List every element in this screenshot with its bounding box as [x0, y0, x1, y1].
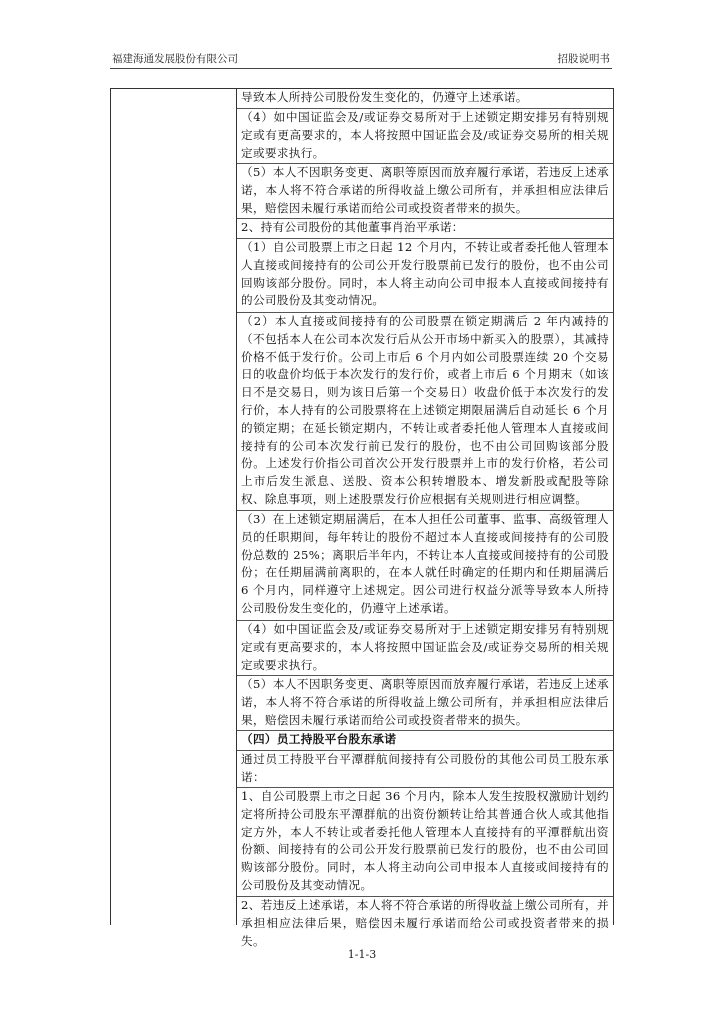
table-left-column	[111, 89, 237, 925]
page-header	[110, 50, 612, 69]
document-type: 招股说明书	[557, 53, 610, 65]
paragraph-row: 1、自公司股票上市之日起 36 个月内，除本人发生按股权激励计划约定将所持公司股东平潭群航的出资份额转让给其普通合伙人或其他指定方外，本人不转让或者委托他人管理本人直接持有的平潭群航出资份额、间接持有的公司公开发行股票前已发行的股份，也不由公司回购该部分股份。同时，本人将主动向公司申报本人直接或间接持有的公司股份及其变动情况。	[237, 788, 613, 897]
commitment-table	[110, 88, 614, 948]
paragraph-row: （1）自公司股票上市之日起 12 个月内，不转让或者委托他人管理本人直接或间接持有的公司公开发行股票前已发行的股份，也不由公司回购该部分股份。同时，本人将主动向公司申报本人直接或间接持有的公司股份及其变动情况。	[237, 239, 613, 313]
paragraph-row: （2）本人直接或间接持有的公司股票在锁定期满后 2 年内减持的（不包括本人在公司本次发行后从公开市场中新买入的股票），其减持价格不低于发行价。公司上市后 6 个月内如公司股票连续 20 个交易日的收盘价均低于本次发行的发行价，或者上市后 6 个月期末（如该日不是交易日，则为该日后第一个交易日）收盘价低于本次发行的发行价，本人持有的公司股票将在上述锁定期限届满后自动延长 6 个月的锁定期；在延长锁定期内，不转让或者委托他人管理本人直接或间接持有的公司本次发行前已发行的股份，也不由公司回购该部分股份。上述发行价指公司首次公开发行股票并上市的发行价格，若公司上市后发生派息、送股、资本公积转增股本、增发新股或配股等除权、除息事项，则上述股票发行价应根据有关规则进行相应调整。	[237, 313, 613, 511]
paragraph-row: 2、持有公司股份的其他董事肖治平承诺：	[237, 219, 613, 239]
paragraph-row: （4）如中国证监会及/或证券交易所对于上述锁定期安排另有特别规定或有更高要求的，本人将按照中国证监会及/或证券交易所的相关规定或要求执行。	[237, 621, 613, 676]
paragraph-row: （5）本人不因职务变更、离职等原因而放弃履行承诺，若违反上述承诺，本人将不符合承诺的所得收益上缴公司所有，并承担相应法律后果，赔偿因未履行承诺而给公司或投资者带来的损失。	[237, 676, 613, 731]
page-number: 1-1-3	[347, 948, 377, 961]
section-heading: （四）员工持股平台股东承诺	[237, 731, 613, 751]
paragraph-row: 导致本人所持公司股份发生变化的，仍遵守上述承诺。	[237, 89, 613, 109]
paragraph-row: （4）如中国证监会及/或证券交易所对于上述锁定期安排另有特别规定或有更高要求的，本人将按照中国证监会及/或证券交易所的相关规定或要求执行。	[237, 109, 613, 164]
table-right-column	[237, 89, 613, 948]
company-name: 福建海通发展股份有限公司	[112, 53, 238, 65]
paragraph-row: 通过员工持股平台平潭群航间接持有公司股份的其他公司员工股东承诺：	[237, 751, 613, 788]
paragraph-row: 2、若违反上述承诺，本人将不符合承诺的所得收益上缴公司所有，并承担相应法律后果，赔偿因未履行承诺而给公司或投资者带来的损失。	[241, 898, 609, 948]
paragraph-row: （3）在上述锁定期届满后，在本人担任公司董事、监事、高级管理人员的任职期间，每年转让的股份不超过本人直接或间接持有的公司股份总数的 25%；离职后半年内，不转让本人直接或间接持有的公司股份；在任期届满前离职的，在本人就任时确定的任期内和任期届满后 6 个月内，同样遵守上述规定。因公司进行权益分派等导致本人所持公司股份发生变化的，仍遵守上述承诺。	[237, 511, 613, 621]
paragraph-row: （5）本人不因职务变更、离职等原因而放弃履行承诺，若违反上述承诺，本人将不符合承诺的所得收益上缴公司所有，并承担相应法律后果，赔偿因未履行承诺而给公司或投资者带来的损失。	[237, 164, 613, 219]
